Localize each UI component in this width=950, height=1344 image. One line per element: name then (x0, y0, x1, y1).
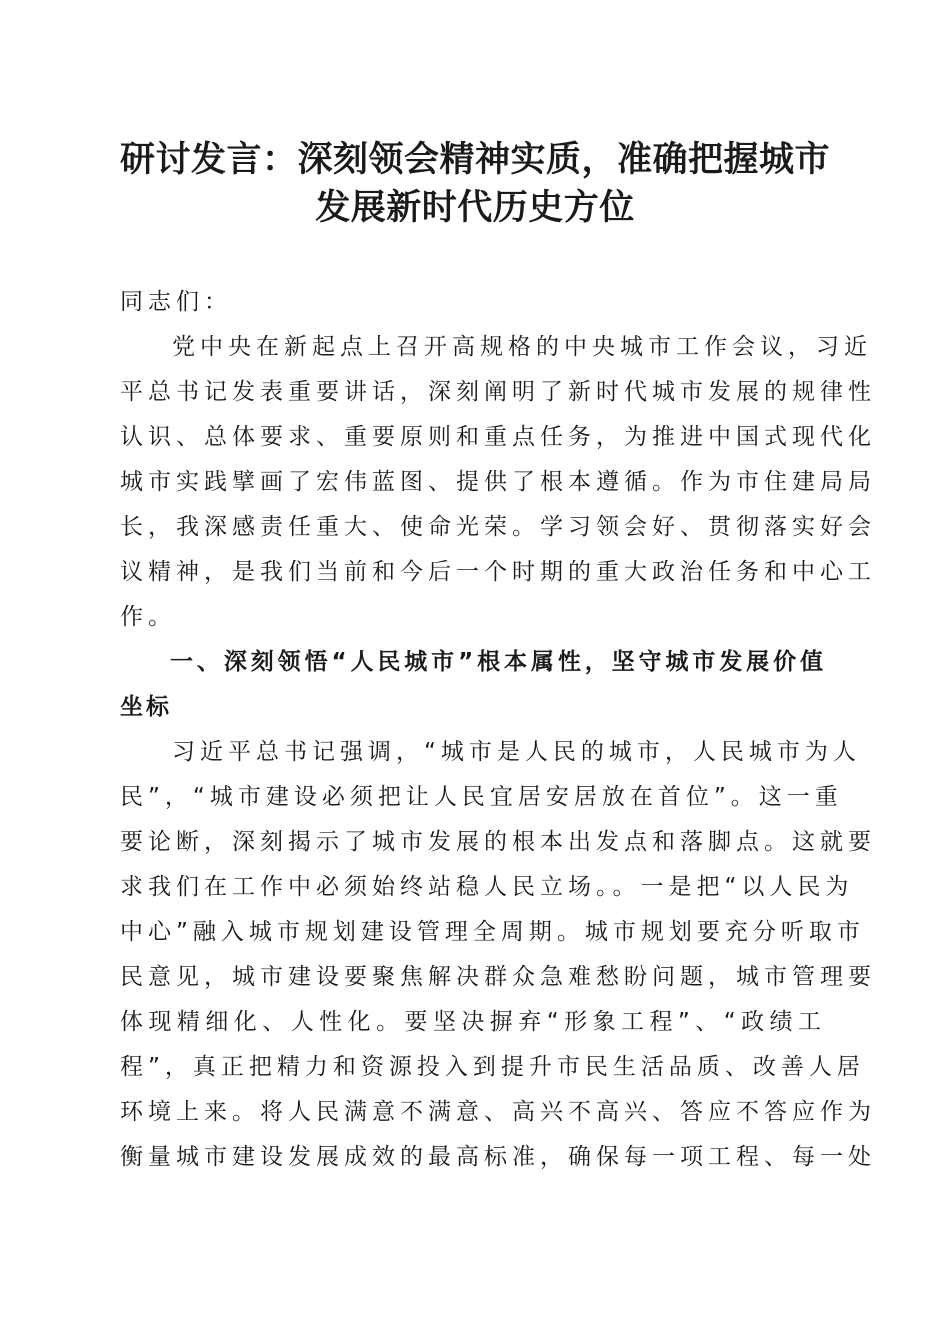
salutation: 同志们： (120, 289, 232, 315)
document-body (120, 280, 876, 1180)
paragraph-2-line: 习近平总书记强调，“城市是人民的城市，人民城市为人 (172, 739, 861, 765)
paragraph-2-line: 体现精细化、人性化。要坚决摒弃“形象工程”、“政绩工 (120, 1009, 826, 1035)
section-heading-line: 一、深刻领悟“人民城市”根本属性，坚守城市发展价值 (170, 649, 826, 675)
paragraph-2-line: 中心”融入城市规划建设管理全周期。城市规划要充分听取市 (120, 919, 865, 945)
paragraph-1-line: 党中央在新起点上召开高规格的中央城市工作会议，习近 (172, 334, 872, 360)
paragraph-2-line: 要论断，深刻揭示了城市发展的根本出发点和落脚点。这就要 (120, 829, 876, 855)
paragraph-1-line: 长，我深感责任重大、使命光荣。学习领会好、贯彻落实好会 (120, 514, 876, 540)
paragraph-1-line: 作。 (120, 604, 176, 630)
paragraph-1-line: 议精神，是我们当前和今后一个时期的重大政治任务和中心工 (120, 559, 876, 585)
paragraph-1-line: 认识、总体要求、重要原则和重点任务，为推进中国式现代化 (120, 424, 876, 450)
paragraph-2-line: 求我们在工作中必须始终站稳人民立场。。一是把“以人民为 (120, 874, 854, 900)
paragraph-1-line: 城市实践擘画了宏伟蓝图、提供了根本遵循。作为市住建局局 (120, 469, 876, 495)
paragraph-2-line: 环境上来。将人民满意不满意、高兴不高兴、答应不答应作为 (120, 1099, 876, 1125)
paragraph-2-line: 程”，真正把精力和资源投入到提升市民生活品质、改善人居 (120, 1054, 865, 1080)
paragraph-2-line: 民”，“城市建设必须把让人民宜居安居放在首位”。这一重 (120, 784, 843, 810)
section-heading-line: 坐标 (120, 694, 172, 720)
paragraph-1-line: 平总书记发表重要讲话，深刻阐明了新时代城市发展的规律性 (120, 379, 876, 405)
paragraph-2-line: 衡量城市建设发展成效的最高标准，确保每一项工程、每一处 (120, 1144, 876, 1170)
document-title-line-1: 研讨发言：深刻领会精神实质，准确把握城市 (119, 139, 830, 180)
document-title-line-2: 发展新时代历史方位 (315, 187, 635, 228)
paragraph-2-line: 民意见，城市建设要聚焦解决群众急难愁盼问题，城市管理要 (120, 964, 876, 990)
